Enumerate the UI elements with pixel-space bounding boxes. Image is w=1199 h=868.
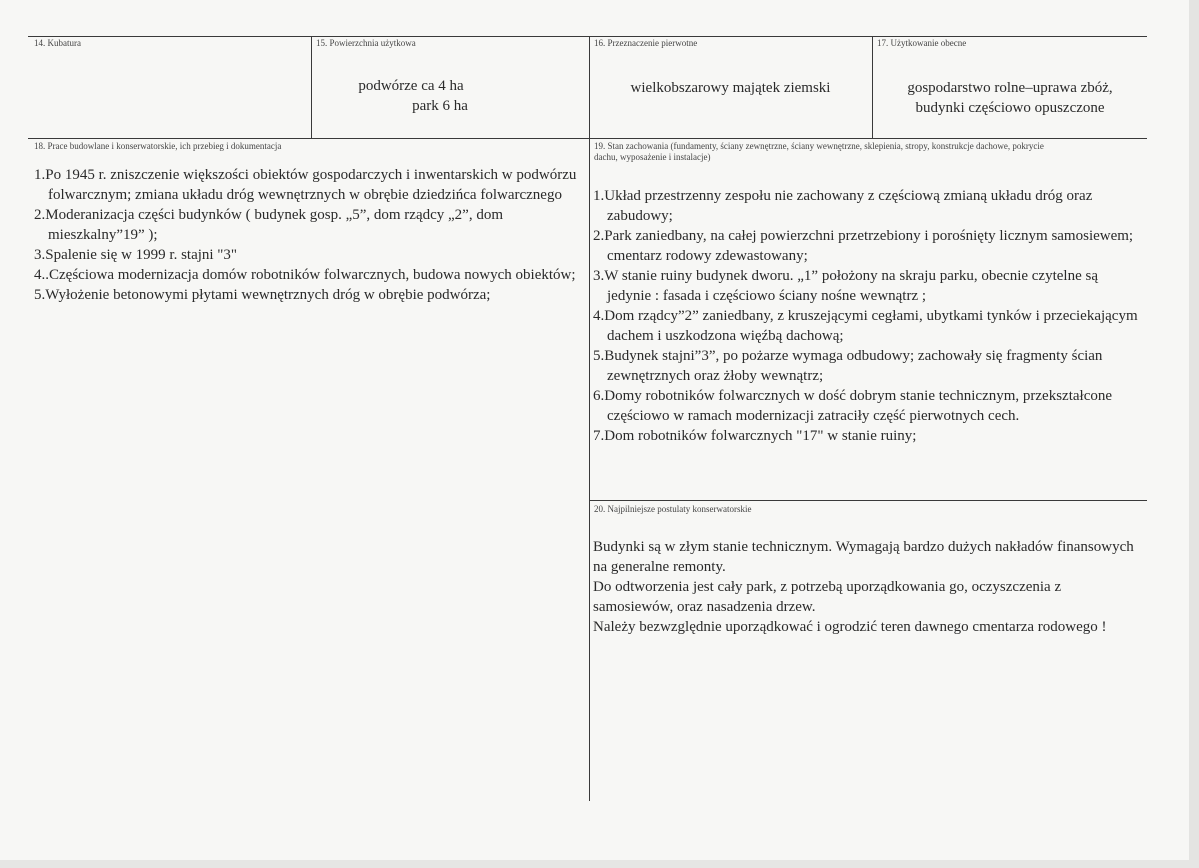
row-divider [28,138,1147,139]
postulaty-paragraph: Należy bezwzględnie uporządkować i ogrodzić teren dawnego cmentarza rodowego ! [593,619,1107,635]
sheet-edge-bottom [0,860,1199,868]
stan-item: 4.Dom rządcy”2” zaniedbany, z kruszejącymi cegłami, ubytkami tynków i przeciekającym dachem i uszkodzona więźbą dachową; [593,308,1138,344]
stan-item: 7.Dom robotników folwarcznych "17" w stanie ruiny; [593,428,917,444]
stan-item: 1.Układ przestrzenny zespołu nie zachowany z częściową zmianą układu dróg oraz zabudowy; [593,188,1093,224]
przeznaczenie-label: 16. Przeznaczenie pierwotne [594,38,698,48]
prace-item: 5.Wyłożenie betonowymi płytami wewnętrznych dróg w obrębie podwórza; [34,287,491,303]
stan-item: 3.W stanie ruiny budynek dworu. „1” położony na skraju parku, obecnie czytelne są jedynie : fasada i częściowo ściany nośne wewnątrz ; [593,268,1098,304]
stan-list [593,186,1138,446]
powierzchnia-value-1: podwórze ca 4 ha [358,78,464,94]
stan-label: 19. Stan zachowania (fundamenty, ściany zewnętrzne, ściany wewnętrzne, sklepienia, stropy, konstrukcje dachowe, pokrycie dachu, wyposażenie i instalacje) [594,141,1044,162]
przeznaczenie-value: wielkobszarowy majątek ziemski [630,80,831,96]
col-divider-2 [589,36,590,801]
stan-item: 2.Park zaniedbany, na całej powierzchni przetrzebiony i porośnięty licznym samosiewem; cmentarz rodowy zdewastowany; [593,228,1134,264]
postulaty-label: 20. Najpilniejsze postulaty konserwatorskie [594,504,752,514]
postulaty-paragraph: Do odtworzenia jest cały park, z potrzebą uporządkowania go, oczyszczenia z samosiewów, oraz nasadzenia drzew. [593,579,1062,615]
prace-item: 1.Po 1945 r. zniszczenie większości obiektów gospodarczych i inwentarskich w podwórzu folwarcznym; zmiana układu dróg wewnętrznych w obrębie dziedzińca folwarcznego [34,167,577,203]
top-rule [28,36,1147,37]
uzytkowanie-value-2: budynki częściowo opuszczone [915,100,1105,116]
prace-item: 4..Częściowa modernizacja domów robotników folwarcznych, budowa nowych obiektów; [34,267,576,283]
postulaty-text [593,537,1141,637]
sheet-edge-right [1189,0,1199,868]
uzytkowanie-value-1: gospodarstwo rolne–uprawa zbóż, [907,80,1113,96]
section-20-divider [589,500,1147,501]
kubatura-label: 14. Kubatura [34,38,81,48]
prace-item: 2.Moderanizacja części budynków ( budynek gosp. „5”, dom rządcy „2”, dom mieszkalny”19” ); [34,207,504,243]
prace-list [34,165,582,305]
powierzchnia-value-2: park 6 ha [412,98,468,114]
prace-label: 18. Prace budowlane i konserwatorskie, ich przebieg i dokumentacja [34,141,282,151]
stan-item: 6.Domy robotników folwarcznych w dość dobrym stanie technicznym, przekształcone częściowo w ramach modernizacji zatraciły część pierwotnych cech. [593,388,1113,424]
prace-item: 3.Spalenie się w 1999 r. stajni "3" [34,247,238,263]
uzytkowanie-label: 17. Użytkowanie obecne [877,38,967,48]
stan-item: 5.Budynek stajni”3”, po pożarze wymaga odbudowy; zachowały się fragmenty ścian zewnętrznych oraz żłoby wewnątrz; [593,348,1103,384]
postulaty-paragraph: Budynki są w złym stanie technicznym. Wymagają bardzo dużych nakładów finansowych na generalne remonty. [593,539,1134,575]
powierzchnia-label: 15. Powierzchnia użytkowa [316,38,416,48]
